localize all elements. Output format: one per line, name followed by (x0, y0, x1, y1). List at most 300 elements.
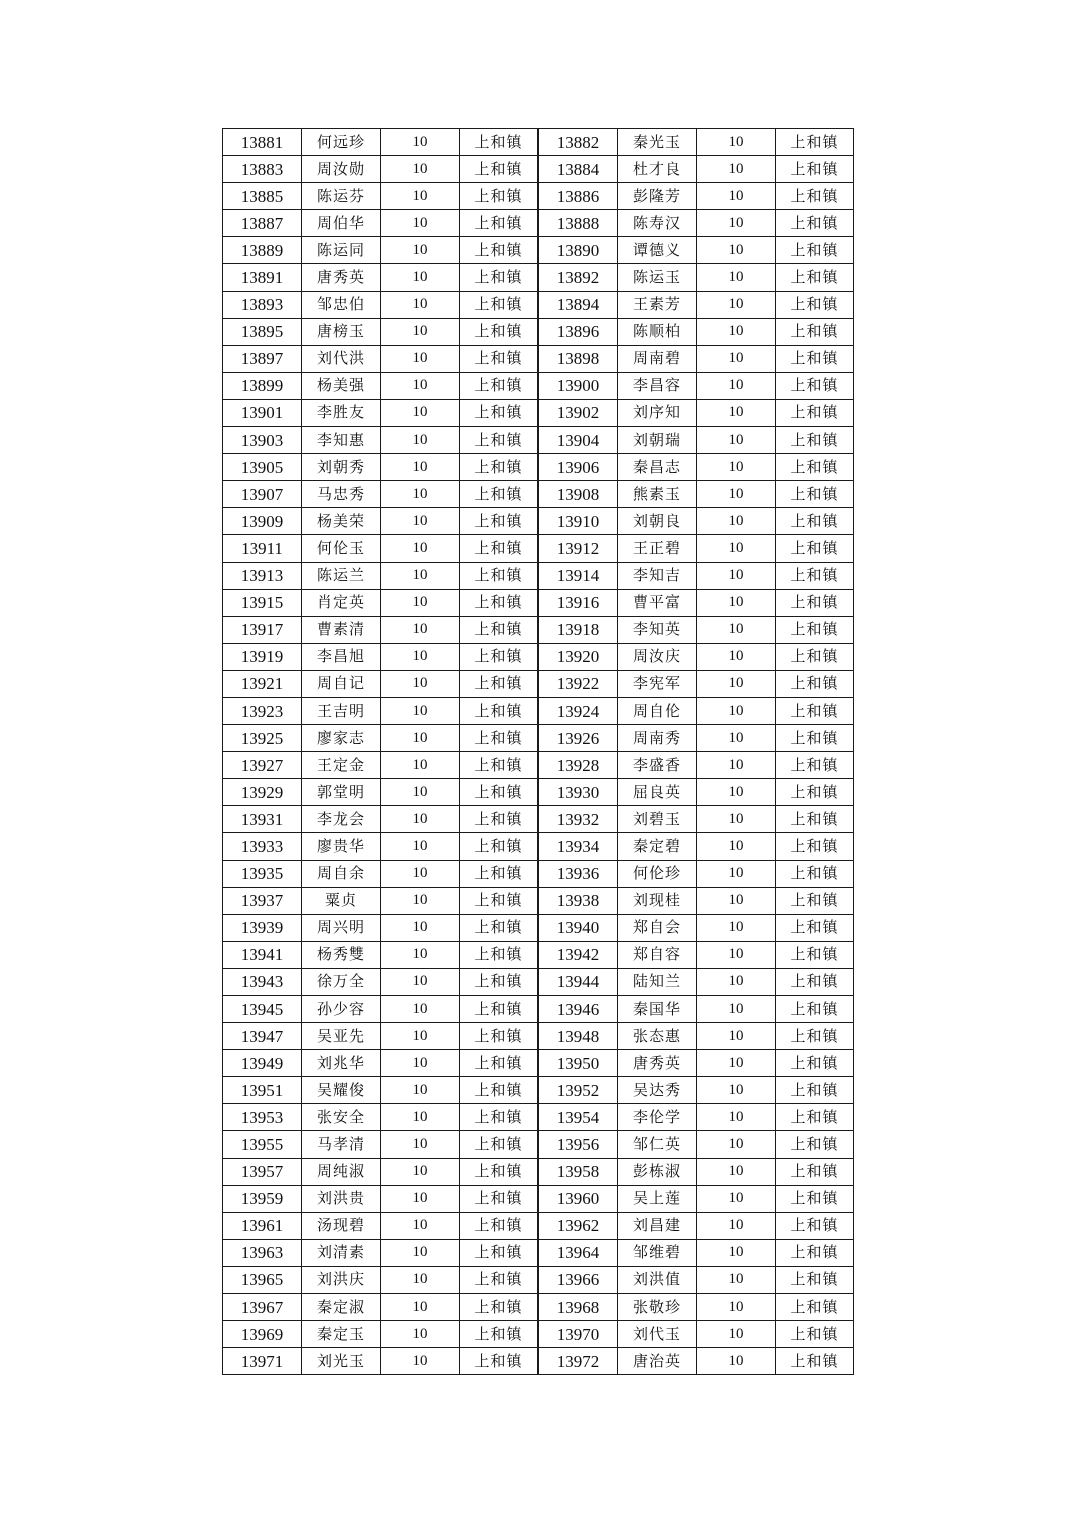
name-cell: 陈寿汉 (618, 210, 697, 237)
name-cell: 周自余 (302, 860, 381, 887)
record-id-cell: 13900 (538, 372, 618, 399)
name-cell: 廖贵华 (302, 833, 381, 860)
amount-cell: 10 (381, 264, 460, 291)
record-id-cell: 13935 (223, 860, 302, 887)
record-id-cell: 13885 (223, 183, 302, 210)
table-row (223, 752, 854, 779)
name-cell: 刘现桂 (618, 887, 697, 914)
town-cell: 上和镇 (460, 427, 539, 454)
town-cell: 上和镇 (460, 1104, 539, 1131)
amount-cell: 10 (697, 1212, 776, 1239)
table-row (223, 1158, 854, 1185)
town-cell: 上和镇 (776, 752, 854, 779)
amount-cell: 10 (381, 291, 460, 318)
town-cell: 上和镇 (460, 183, 539, 210)
roster-table (222, 128, 854, 1375)
table-row (223, 697, 854, 724)
town-cell: 上和镇 (776, 589, 854, 616)
amount-cell: 10 (697, 237, 776, 264)
amount-cell: 10 (381, 616, 460, 643)
name-cell: 郑自会 (618, 914, 697, 941)
name-cell: 肖定英 (302, 589, 381, 616)
amount-cell: 10 (697, 1348, 776, 1375)
amount-cell: 10 (381, 996, 460, 1023)
record-id-cell: 13928 (538, 752, 618, 779)
name-cell: 刘昌建 (618, 1212, 697, 1239)
town-cell: 上和镇 (776, 454, 854, 481)
amount-cell: 10 (381, 372, 460, 399)
record-id-cell: 13906 (538, 454, 618, 481)
name-cell: 李知惠 (302, 427, 381, 454)
amount-cell: 10 (381, 237, 460, 264)
record-id-cell: 13964 (538, 1239, 618, 1266)
town-cell: 上和镇 (776, 1077, 854, 1104)
amount-cell: 10 (381, 643, 460, 670)
name-cell: 邹忠伯 (302, 291, 381, 318)
town-cell: 上和镇 (460, 1294, 539, 1321)
table-row (223, 237, 854, 264)
town-cell: 上和镇 (460, 941, 539, 968)
table-row (223, 156, 854, 183)
name-cell: 王吉明 (302, 697, 381, 724)
town-cell: 上和镇 (776, 1239, 854, 1266)
town-cell: 上和镇 (776, 697, 854, 724)
amount-cell: 10 (381, 833, 460, 860)
name-cell: 吴耀俊 (302, 1077, 381, 1104)
amount-cell: 10 (381, 129, 460, 156)
amount-cell: 10 (381, 697, 460, 724)
record-id-cell: 13913 (223, 562, 302, 589)
amount-cell: 10 (697, 1131, 776, 1158)
name-cell: 陈运同 (302, 237, 381, 264)
table-row (223, 1023, 854, 1050)
record-id-cell: 13968 (538, 1294, 618, 1321)
amount-cell: 10 (381, 345, 460, 372)
record-id-cell: 13924 (538, 697, 618, 724)
record-id-cell: 13952 (538, 1077, 618, 1104)
town-cell: 上和镇 (460, 996, 539, 1023)
record-id-cell: 13910 (538, 508, 618, 535)
record-id-cell: 13932 (538, 806, 618, 833)
amount-cell: 10 (697, 210, 776, 237)
amount-cell: 10 (381, 779, 460, 806)
table-row (223, 129, 854, 156)
amount-cell: 10 (697, 1104, 776, 1131)
record-id-cell: 13893 (223, 291, 302, 318)
name-cell: 李胜友 (302, 399, 381, 426)
record-id-cell: 13883 (223, 156, 302, 183)
amount-cell: 10 (381, 454, 460, 481)
town-cell: 上和镇 (776, 129, 854, 156)
amount-cell: 10 (697, 752, 776, 779)
record-id-cell: 13953 (223, 1104, 302, 1131)
record-id-cell: 13890 (538, 237, 618, 264)
amount-cell: 10 (381, 1131, 460, 1158)
name-cell: 吴上莲 (618, 1185, 697, 1212)
name-cell: 何远珍 (302, 129, 381, 156)
town-cell: 上和镇 (460, 508, 539, 535)
town-cell: 上和镇 (460, 1239, 539, 1266)
amount-cell: 10 (697, 427, 776, 454)
table-row (223, 264, 854, 291)
record-id-cell: 13950 (538, 1050, 618, 1077)
town-cell: 上和镇 (776, 968, 854, 995)
record-id-cell: 13933 (223, 833, 302, 860)
table-row (223, 968, 854, 995)
town-cell: 上和镇 (776, 210, 854, 237)
name-cell: 吴达秀 (618, 1077, 697, 1104)
amount-cell: 10 (381, 1266, 460, 1293)
record-id-cell: 13951 (223, 1077, 302, 1104)
name-cell: 杨美强 (302, 372, 381, 399)
table-row (223, 318, 854, 345)
record-id-cell: 13920 (538, 643, 618, 670)
amount-cell: 10 (381, 941, 460, 968)
record-id-cell: 13918 (538, 616, 618, 643)
name-cell: 曹平富 (618, 589, 697, 616)
name-cell: 熊素玉 (618, 481, 697, 508)
town-cell: 上和镇 (776, 318, 854, 345)
town-cell: 上和镇 (460, 237, 539, 264)
town-cell: 上和镇 (460, 1212, 539, 1239)
town-cell: 上和镇 (460, 589, 539, 616)
record-id-cell: 13966 (538, 1266, 618, 1293)
name-cell: 秦光玉 (618, 129, 697, 156)
town-cell: 上和镇 (776, 427, 854, 454)
town-cell: 上和镇 (776, 1348, 854, 1375)
name-cell: 周南碧 (618, 345, 697, 372)
amount-cell: 10 (697, 914, 776, 941)
record-id-cell: 13923 (223, 697, 302, 724)
amount-cell: 10 (697, 291, 776, 318)
amount-cell: 10 (381, 508, 460, 535)
town-cell: 上和镇 (460, 399, 539, 426)
record-id-cell: 13922 (538, 670, 618, 697)
name-cell: 唐治英 (618, 1348, 697, 1375)
record-id-cell: 13941 (223, 941, 302, 968)
record-id-cell: 13926 (538, 725, 618, 752)
record-id-cell: 13908 (538, 481, 618, 508)
town-cell: 上和镇 (776, 806, 854, 833)
roster-table-body (223, 129, 854, 1375)
amount-cell: 10 (381, 399, 460, 426)
table-row (223, 1239, 854, 1266)
record-id-cell: 13887 (223, 210, 302, 237)
town-cell: 上和镇 (460, 616, 539, 643)
town-cell: 上和镇 (776, 562, 854, 589)
amount-cell: 10 (381, 1239, 460, 1266)
name-cell: 李昌旭 (302, 643, 381, 670)
town-cell: 上和镇 (460, 1131, 539, 1158)
name-cell: 陈运玉 (618, 264, 697, 291)
name-cell: 马孝清 (302, 1131, 381, 1158)
record-id-cell: 13897 (223, 345, 302, 372)
name-cell: 陈顺柏 (618, 318, 697, 345)
table-row (223, 806, 854, 833)
name-cell: 秦国华 (618, 996, 697, 1023)
amount-cell: 10 (697, 1266, 776, 1293)
town-cell: 上和镇 (460, 291, 539, 318)
amount-cell: 10 (381, 1158, 460, 1185)
name-cell: 郭堂明 (302, 779, 381, 806)
town-cell: 上和镇 (776, 779, 854, 806)
record-id-cell: 13947 (223, 1023, 302, 1050)
town-cell: 上和镇 (776, 1104, 854, 1131)
record-id-cell: 13905 (223, 454, 302, 481)
name-cell: 曹素清 (302, 616, 381, 643)
town-cell: 上和镇 (776, 1158, 854, 1185)
record-id-cell: 13899 (223, 372, 302, 399)
town-cell: 上和镇 (460, 752, 539, 779)
record-id-cell: 13898 (538, 345, 618, 372)
table-row (223, 345, 854, 372)
name-cell: 刘碧玉 (618, 806, 697, 833)
name-cell: 刘兆华 (302, 1050, 381, 1077)
name-cell: 刘代玉 (618, 1321, 697, 1348)
record-id-cell: 13948 (538, 1023, 618, 1050)
table-row (223, 589, 854, 616)
name-cell: 廖家志 (302, 725, 381, 752)
name-cell: 秦定碧 (618, 833, 697, 860)
table-row (223, 427, 854, 454)
record-id-cell: 13884 (538, 156, 618, 183)
amount-cell: 10 (697, 264, 776, 291)
amount-cell: 10 (697, 372, 776, 399)
name-cell: 邹仁英 (618, 1131, 697, 1158)
town-cell: 上和镇 (776, 643, 854, 670)
name-cell: 彭隆芳 (618, 183, 697, 210)
name-cell: 杨美荣 (302, 508, 381, 535)
record-id-cell: 13937 (223, 887, 302, 914)
town-cell: 上和镇 (460, 887, 539, 914)
amount-cell: 10 (697, 454, 776, 481)
town-cell: 上和镇 (460, 481, 539, 508)
name-cell: 秦昌志 (618, 454, 697, 481)
name-cell: 吴亚先 (302, 1023, 381, 1050)
record-id-cell: 13939 (223, 914, 302, 941)
amount-cell: 10 (697, 1077, 776, 1104)
amount-cell: 10 (697, 779, 776, 806)
amount-cell: 10 (697, 1321, 776, 1348)
amount-cell: 10 (697, 508, 776, 535)
record-id-cell: 13959 (223, 1185, 302, 1212)
table-row (223, 481, 854, 508)
record-id-cell: 13911 (223, 535, 302, 562)
amount-cell: 10 (381, 725, 460, 752)
amount-cell: 10 (381, 1185, 460, 1212)
amount-cell: 10 (697, 535, 776, 562)
amount-cell: 10 (697, 1294, 776, 1321)
name-cell: 李宪军 (618, 670, 697, 697)
table-row (223, 1321, 854, 1348)
name-cell: 杨秀雙 (302, 941, 381, 968)
name-cell: 刘朝秀 (302, 454, 381, 481)
name-cell: 周汝勋 (302, 156, 381, 183)
town-cell: 上和镇 (776, 725, 854, 752)
town-cell: 上和镇 (776, 670, 854, 697)
amount-cell: 10 (381, 1212, 460, 1239)
name-cell: 汤现碧 (302, 1212, 381, 1239)
table-row (223, 941, 854, 968)
town-cell: 上和镇 (460, 345, 539, 372)
town-cell: 上和镇 (776, 941, 854, 968)
record-id-cell: 13915 (223, 589, 302, 616)
name-cell: 周南秀 (618, 725, 697, 752)
record-id-cell: 13965 (223, 1266, 302, 1293)
name-cell: 何伦玉 (302, 535, 381, 562)
record-id-cell: 13949 (223, 1050, 302, 1077)
name-cell: 刘清素 (302, 1239, 381, 1266)
name-cell: 刘序知 (618, 399, 697, 426)
town-cell: 上和镇 (460, 156, 539, 183)
amount-cell: 10 (697, 183, 776, 210)
name-cell: 刘光玉 (302, 1348, 381, 1375)
town-cell: 上和镇 (460, 535, 539, 562)
town-cell: 上和镇 (776, 1131, 854, 1158)
town-cell: 上和镇 (776, 833, 854, 860)
name-cell: 李昌容 (618, 372, 697, 399)
town-cell: 上和镇 (776, 887, 854, 914)
table-row (223, 1131, 854, 1158)
record-id-cell: 13909 (223, 508, 302, 535)
amount-cell: 10 (381, 535, 460, 562)
town-cell: 上和镇 (776, 616, 854, 643)
record-id-cell: 13894 (538, 291, 618, 318)
record-id-cell: 13970 (538, 1321, 618, 1348)
record-id-cell: 13969 (223, 1321, 302, 1348)
town-cell: 上和镇 (776, 860, 854, 887)
record-id-cell: 13936 (538, 860, 618, 887)
table-row (223, 616, 854, 643)
name-cell: 王正碧 (618, 535, 697, 562)
name-cell: 杜才良 (618, 156, 697, 183)
town-cell: 上和镇 (776, 237, 854, 264)
record-id-cell: 13891 (223, 264, 302, 291)
town-cell: 上和镇 (776, 399, 854, 426)
record-id-cell: 13895 (223, 318, 302, 345)
name-cell: 张态惠 (618, 1023, 697, 1050)
town-cell: 上和镇 (460, 833, 539, 860)
record-id-cell: 13955 (223, 1131, 302, 1158)
table-row (223, 454, 854, 481)
name-cell: 陆知兰 (618, 968, 697, 995)
amount-cell: 10 (697, 589, 776, 616)
name-cell: 秦定玉 (302, 1321, 381, 1348)
amount-cell: 10 (697, 670, 776, 697)
amount-cell: 10 (697, 345, 776, 372)
name-cell: 粟贞 (302, 887, 381, 914)
amount-cell: 10 (381, 752, 460, 779)
name-cell: 周自记 (302, 670, 381, 697)
amount-cell: 10 (697, 860, 776, 887)
name-cell: 李知吉 (618, 562, 697, 589)
town-cell: 上和镇 (460, 779, 539, 806)
name-cell: 何伦珍 (618, 860, 697, 887)
amount-cell: 10 (697, 129, 776, 156)
record-id-cell: 13914 (538, 562, 618, 589)
town-cell: 上和镇 (776, 1321, 854, 1348)
name-cell: 刘朝瑞 (618, 427, 697, 454)
town-cell: 上和镇 (460, 806, 539, 833)
record-id-cell: 13938 (538, 887, 618, 914)
table-row (223, 860, 854, 887)
town-cell: 上和镇 (460, 914, 539, 941)
amount-cell: 10 (697, 616, 776, 643)
table-row (223, 535, 854, 562)
record-id-cell: 13961 (223, 1212, 302, 1239)
name-cell: 刘朝良 (618, 508, 697, 535)
record-id-cell: 13943 (223, 968, 302, 995)
amount-cell: 10 (697, 725, 776, 752)
amount-cell: 10 (381, 1294, 460, 1321)
table-row (223, 210, 854, 237)
record-id-cell: 13945 (223, 996, 302, 1023)
town-cell: 上和镇 (460, 454, 539, 481)
name-cell: 唐秀英 (618, 1050, 697, 1077)
amount-cell: 10 (381, 183, 460, 210)
amount-cell: 10 (381, 860, 460, 887)
record-id-cell: 13956 (538, 1131, 618, 1158)
town-cell: 上和镇 (776, 914, 854, 941)
amount-cell: 10 (697, 156, 776, 183)
town-cell: 上和镇 (460, 697, 539, 724)
name-cell: 周伯华 (302, 210, 381, 237)
table-row (223, 508, 854, 535)
town-cell: 上和镇 (776, 996, 854, 1023)
town-cell: 上和镇 (776, 372, 854, 399)
name-cell: 徐万全 (302, 968, 381, 995)
record-id-cell: 13901 (223, 399, 302, 426)
record-id-cell: 13967 (223, 1294, 302, 1321)
record-id-cell: 13946 (538, 996, 618, 1023)
record-id-cell: 13954 (538, 1104, 618, 1131)
amount-cell: 10 (381, 1023, 460, 1050)
amount-cell: 10 (697, 887, 776, 914)
name-cell: 刘洪庆 (302, 1266, 381, 1293)
record-id-cell: 13888 (538, 210, 618, 237)
record-id-cell: 13886 (538, 183, 618, 210)
table-row (223, 1266, 854, 1293)
name-cell: 李知英 (618, 616, 697, 643)
town-cell: 上和镇 (776, 508, 854, 535)
name-cell: 马忠秀 (302, 481, 381, 508)
record-id-cell: 13889 (223, 237, 302, 264)
town-cell: 上和镇 (460, 725, 539, 752)
amount-cell: 10 (697, 941, 776, 968)
record-id-cell: 13929 (223, 779, 302, 806)
record-id-cell: 13912 (538, 535, 618, 562)
town-cell: 上和镇 (776, 291, 854, 318)
town-cell: 上和镇 (776, 183, 854, 210)
amount-cell: 10 (381, 968, 460, 995)
table-row (223, 1212, 854, 1239)
town-cell: 上和镇 (460, 210, 539, 237)
record-id-cell: 13919 (223, 643, 302, 670)
table-row (223, 1077, 854, 1104)
record-id-cell: 13921 (223, 670, 302, 697)
record-id-cell: 13942 (538, 941, 618, 968)
amount-cell: 10 (697, 996, 776, 1023)
table-row (223, 562, 854, 589)
amount-cell: 10 (697, 968, 776, 995)
record-id-cell: 13931 (223, 806, 302, 833)
amount-cell: 10 (381, 1321, 460, 1348)
town-cell: 上和镇 (776, 1294, 854, 1321)
table-row (223, 183, 854, 210)
table-row (223, 996, 854, 1023)
name-cell: 李盛香 (618, 752, 697, 779)
amount-cell: 10 (697, 697, 776, 724)
